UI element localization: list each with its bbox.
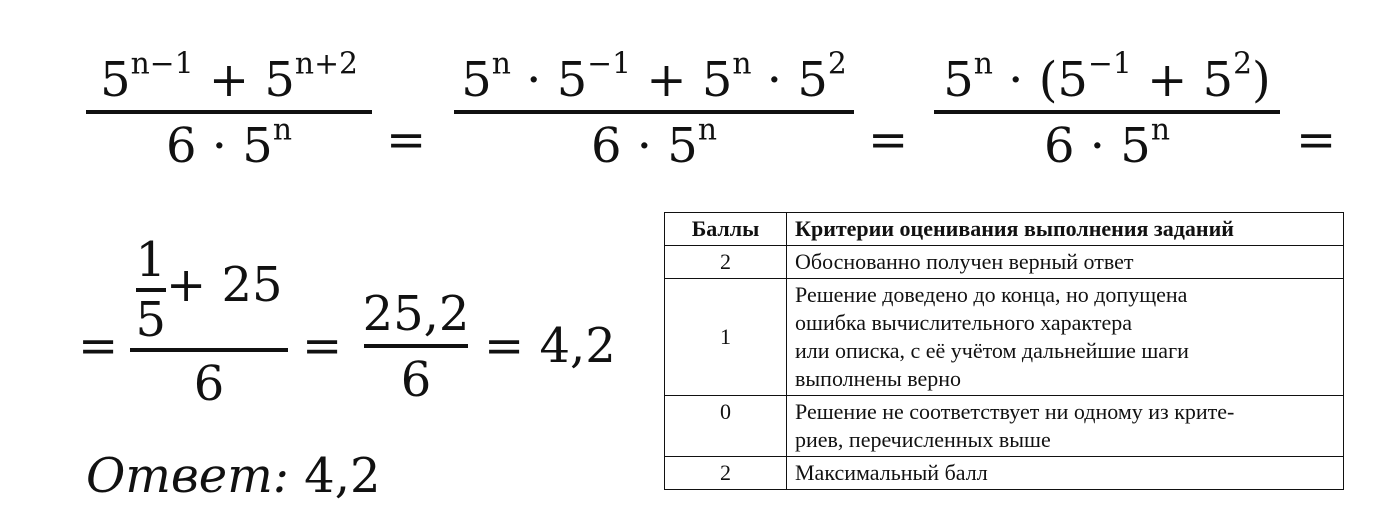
fraction-2-numerator: $5^n \cdot 5^{-1} + 5^n \cdot 5^2$ [461, 46, 847, 108]
compound-fraction-denominator: 6 [193, 356, 225, 412]
row-criteria: Решение доведено до конца, но допущена ошибка вычислительного характера или описка, с её учётом дальнейшие шаги выполнены верно [787, 279, 1344, 396]
answer-value: 4,2 [288, 448, 381, 504]
row-criteria: Обоснованно получен верный ответ [787, 246, 1344, 279]
equals-sign-1: = [386, 112, 427, 168]
row-score: 2 [665, 457, 787, 490]
row-score: 2 [665, 246, 787, 279]
row-criteria: Максимальный балл [787, 457, 1344, 490]
criteria-table [664, 212, 1344, 490]
equals-sign-3: = [1296, 112, 1337, 168]
fraction-3-bar [934, 110, 1280, 114]
compound-fraction [130, 232, 288, 412]
table-row [665, 246, 1344, 279]
header-score: Баллы [665, 213, 787, 246]
table-row [665, 396, 1344, 457]
table-row [665, 279, 1344, 396]
equals-sign-2: = [868, 112, 909, 168]
fraction-2-bar [454, 110, 854, 114]
fraction-1 [86, 46, 372, 174]
fraction-3-numerator: $5^n \cdot (5^{-1} + 5^2)$ [943, 46, 1271, 108]
fraction-3-denominator: $6 \cdot 5^n$ [1043, 112, 1171, 174]
table-row [665, 457, 1344, 490]
compound-fraction-numerator: 1 5 + 25 [135, 232, 283, 348]
fraction-25-2-bar [364, 344, 468, 348]
fraction-25-2-denominator: 6 [400, 352, 432, 408]
equals-sign-4: = [78, 318, 119, 374]
row-score: 1 [665, 279, 787, 396]
fraction-1-numerator: $5^{n-1} + 5^{n+2}$ [100, 46, 358, 108]
answer-label: Ответ: [86, 448, 289, 504]
fraction-2 [454, 46, 854, 174]
row-criteria: Решение не соответствует ни одному из крите- риев, перечисленных выше [787, 396, 1344, 457]
fraction-1-bar [86, 110, 372, 114]
fraction-1-denominator: $6 \cdot 5^n$ [165, 112, 293, 174]
fraction-2-denominator: $6 \cdot 5^n$ [590, 112, 718, 174]
final-result: = 4,2 [484, 318, 616, 374]
criteria-table-header [665, 213, 1344, 246]
equals-sign-5: = [302, 318, 343, 374]
inner-fraction: 1 5 [135, 232, 166, 348]
answer-line [86, 448, 381, 504]
fraction-25-2-over-6 [362, 286, 470, 408]
fraction-25-2-numerator: 25,2 [362, 286, 470, 342]
row-score: 0 [665, 396, 787, 457]
compound-fraction-bar [130, 348, 288, 352]
fraction-3 [934, 46, 1280, 174]
header-criteria: Критерии оценивания выполнения заданий [787, 213, 1344, 246]
